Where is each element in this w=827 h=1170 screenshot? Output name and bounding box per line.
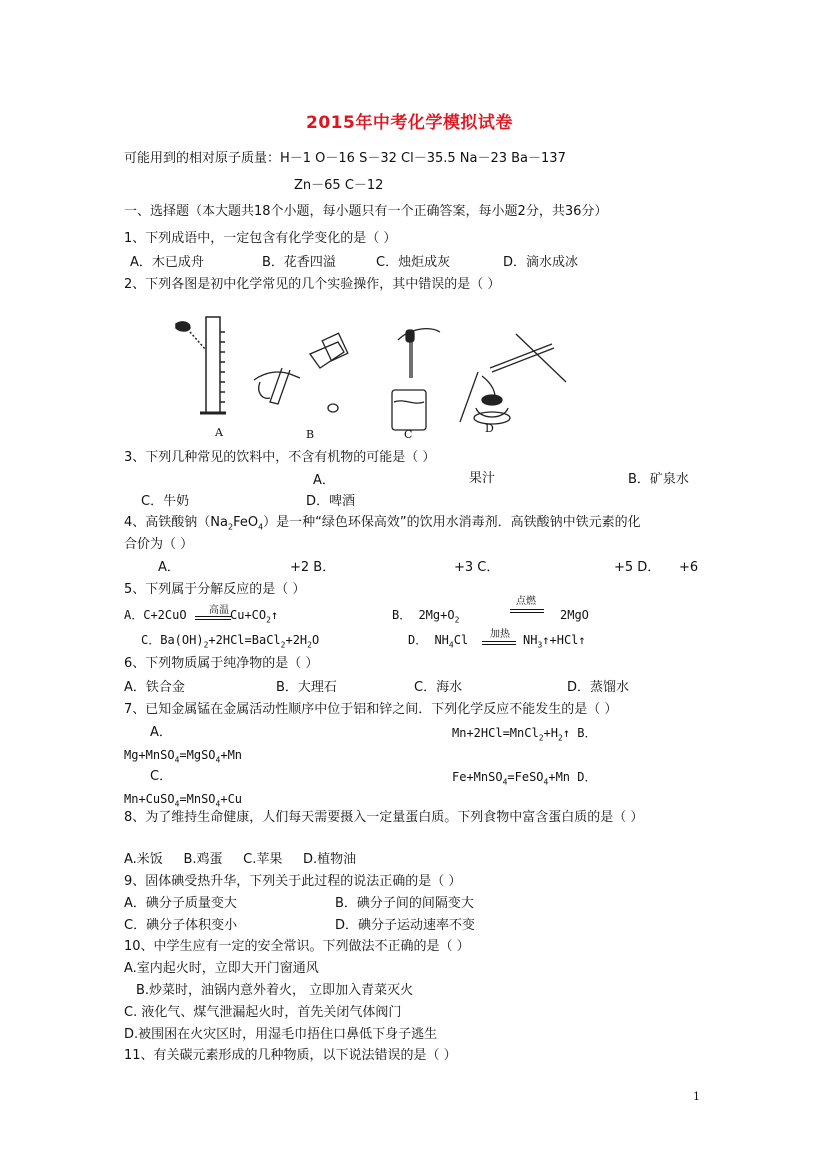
q4-option-d: +6 bbox=[679, 560, 699, 575]
heating-test-tube-illustration bbox=[460, 334, 566, 424]
equation-part: ↑+HCl↑ bbox=[542, 633, 586, 647]
q4-stem-part: ）是一种“绿色环保高效”的饮用水消毒剂．高铁酸钠中铁元素的化 bbox=[263, 515, 641, 530]
q5-d-condition: 加热 bbox=[490, 629, 510, 640]
gas-arrow: ↑ bbox=[270, 608, 279, 622]
q1-option-a: A．木已成舟 bbox=[130, 255, 204, 270]
subscript: 2 bbox=[557, 733, 563, 743]
q5-a-equals-sign bbox=[195, 616, 231, 620]
equation-part: NH bbox=[523, 633, 538, 647]
equation-part: Mn+2HCl=MnCl bbox=[452, 726, 539, 740]
q4-stem-part: FeO bbox=[233, 515, 259, 530]
q4-stem-line-2: 合价为（ ） bbox=[124, 537, 194, 552]
subscript: 2 bbox=[307, 640, 312, 650]
section-heading: 一、选择题（本大题共18个小题，每小题只有一个正确答案，每小题2分，共36分） bbox=[124, 204, 608, 219]
q3-option-a-text: 果汁 bbox=[469, 471, 496, 486]
q7-option-a-letter: A． bbox=[150, 725, 172, 740]
q4-subscript: 4 bbox=[258, 522, 264, 532]
equation-part: B． 2Mg+O bbox=[392, 608, 455, 622]
equation-part: Mg+MnSO bbox=[124, 748, 175, 762]
q6-option-d: D．蒸馏水 bbox=[567, 680, 630, 695]
q2-figure bbox=[160, 312, 580, 440]
experiment-illustrations bbox=[160, 312, 580, 440]
q3-stem: 3、下列几种常见的饮料中，不含有机物的可能是（ ） bbox=[124, 450, 436, 465]
equation-part: =MgSO bbox=[179, 748, 216, 762]
q7-option-c-letter: C． bbox=[150, 769, 173, 784]
q6-option-a: A．铁合金 bbox=[124, 680, 185, 695]
equation-part: +Mn D． bbox=[548, 770, 597, 784]
subscript: 4 bbox=[448, 640, 454, 650]
subscript: 2 bbox=[280, 640, 286, 650]
equation-part: Cl bbox=[453, 633, 469, 647]
q5-option-b bbox=[392, 606, 459, 624]
equation-part: D． NH bbox=[408, 633, 449, 647]
subscript: 4 bbox=[215, 755, 221, 765]
equation-part: +2HCl=BaCl bbox=[208, 633, 281, 647]
q5-option-c bbox=[141, 631, 319, 649]
q5-option-d bbox=[408, 631, 468, 649]
q7-stem: 7、已知金属锰在金属活动性顺序中位于铝和锌之间．下列化学反应不能发生的是（ ） bbox=[124, 702, 618, 717]
q4-option-c: +5 D． bbox=[614, 560, 661, 575]
subscript: 4 bbox=[502, 777, 508, 787]
q4-subscript: 2 bbox=[227, 522, 234, 532]
subscript: 2 bbox=[266, 615, 271, 625]
q5-option-b-product: 2MgO bbox=[560, 608, 589, 622]
q5-stem: 5、下列属于分解反应的是（ ） bbox=[124, 582, 306, 597]
q10-option-c: C. 液化气、煤气泄漏起火时，首先关闭气体阀门 bbox=[124, 1005, 402, 1020]
equation-part: A．C+2CuO bbox=[124, 608, 187, 622]
subscript: 4 bbox=[174, 799, 180, 809]
subscript: 2 bbox=[538, 733, 544, 743]
equation-part: Mn+CuSO bbox=[124, 792, 175, 806]
q3-option-c: C．牛奶 bbox=[141, 494, 190, 509]
equation-part: +Mn bbox=[220, 748, 243, 762]
q9-option-b: B．碘分子间的间隔变大 bbox=[335, 896, 474, 911]
q4-option-a-letter: A． bbox=[158, 560, 180, 575]
q8-stem: 8、为了维持生命健康，人们每天需要摄入一定量蛋白质。下列食物中富含蛋白质的是（ ） bbox=[124, 810, 644, 825]
q5-option-a-products bbox=[230, 606, 278, 624]
equation-part: ↑ B． bbox=[562, 726, 597, 740]
equation-part: Fe+MnSO bbox=[452, 770, 503, 784]
q1-option-b: B．花香四溢 bbox=[262, 255, 336, 270]
q9-option-d: D．碘分子运动速率不变 bbox=[335, 918, 476, 933]
subscript: 4 bbox=[215, 799, 221, 809]
subscript: 3 bbox=[537, 640, 543, 650]
q3-option-a-letter: A． bbox=[313, 473, 335, 488]
subscript: 2 bbox=[454, 615, 460, 625]
q5-d-equals-sign bbox=[482, 641, 516, 645]
atomic-mass-line-1: 可能用到的相对原子质量：H－1 O－16 S－32 Cl－35.5 Na－23 Ba－137 bbox=[124, 151, 566, 166]
figure-label-a: A bbox=[215, 426, 223, 439]
q7-option-a bbox=[452, 724, 597, 742]
q4-option-b: +3 C． bbox=[454, 560, 500, 575]
q2-stem: 2、下列各图是初中化学常见的几个实验操作，其中错误的是（ ） bbox=[124, 277, 501, 292]
subscript: 4 bbox=[174, 755, 180, 765]
equation-part: +Cu bbox=[220, 792, 243, 806]
dropper-illustration bbox=[392, 329, 440, 430]
q9-option-a: A．碘分子质量变大 bbox=[124, 896, 237, 911]
q1-stem: 1、下列成语中，一定包含有化学变化的是（ ） bbox=[124, 231, 397, 246]
equation-part: +2H bbox=[285, 633, 308, 647]
equation-part: Cu+CO bbox=[230, 608, 267, 622]
q9-option-c: C．碘分子体积变小 bbox=[124, 918, 238, 933]
q6-stem: 6、下列物质属于纯净物的是（ ） bbox=[124, 656, 319, 671]
subscript: 4 bbox=[543, 777, 549, 787]
q5-option-d-products bbox=[523, 631, 586, 649]
q1-option-d: D．滴水成冰 bbox=[503, 255, 579, 270]
equation-part: +H bbox=[543, 726, 558, 740]
q11-stem: 11、有关碳元素形成的几种物质，以下说法错误的是（ ） bbox=[124, 1048, 457, 1063]
q10-option-d: D.被围困在火灾区时，用湿毛巾捂住口鼻低下身子逃生 bbox=[124, 1027, 438, 1042]
q5-b-condition: 点燃 bbox=[516, 596, 536, 607]
page-title: 2015年中考化学模拟试卷 bbox=[306, 113, 513, 133]
q5-a-condition: 高温 bbox=[209, 605, 229, 616]
page-number: 1 bbox=[693, 1090, 700, 1103]
q10-option-b: B.炒菜时，油锅内意外着火， 立即加入青菜灭火 bbox=[136, 983, 414, 998]
q7-option-b bbox=[124, 746, 242, 764]
figure-label-c: C bbox=[404, 428, 413, 441]
q10-option-a: A.室内起火时，立即大开门窗通风 bbox=[124, 961, 319, 976]
q9-stem: 9、固体碘受热升华，下列关于此过程的说法正确的是（ ） bbox=[124, 874, 462, 889]
q7-option-c bbox=[452, 768, 596, 786]
q6-option-b: B．大理石 bbox=[276, 680, 337, 695]
q4-stem bbox=[124, 514, 641, 532]
equation-part: O bbox=[312, 633, 320, 647]
q7-option-d bbox=[124, 790, 242, 808]
q4-stem-part: 4、高铁酸钠（Na bbox=[124, 515, 228, 530]
graduated-cylinder-illustration bbox=[176, 317, 226, 413]
subscript: 2 bbox=[203, 640, 209, 650]
figure-label-b: B bbox=[306, 428, 315, 441]
q8-options: A.米饭 B.鸡蛋 C.苹果 D.植物油 bbox=[124, 852, 357, 867]
equation-part: C．Ba(OH) bbox=[141, 633, 204, 647]
q5-b-equals-sign bbox=[510, 609, 544, 613]
q5-option-a bbox=[124, 606, 187, 624]
q6-option-c: C．海水 bbox=[414, 680, 463, 695]
q4-option-a: +2 B． bbox=[290, 560, 336, 575]
equation-part: =MnSO bbox=[179, 792, 216, 806]
figure-label-d: D bbox=[485, 422, 494, 435]
pouring-liquid-illustration bbox=[254, 333, 348, 412]
q3-option-b: B．矿泉水 bbox=[628, 472, 689, 487]
equation-part: =FeSO bbox=[507, 770, 544, 784]
q3-option-d: D．啤酒 bbox=[306, 494, 356, 509]
atomic-mass-line-2: Zn－65 C－12 bbox=[294, 178, 384, 193]
q1-option-c: C．烛炬成灰 bbox=[376, 255, 451, 270]
q10-stem: 10、中学生应有一定的安全常识。下列做法不正确的是（ ） bbox=[124, 939, 470, 954]
